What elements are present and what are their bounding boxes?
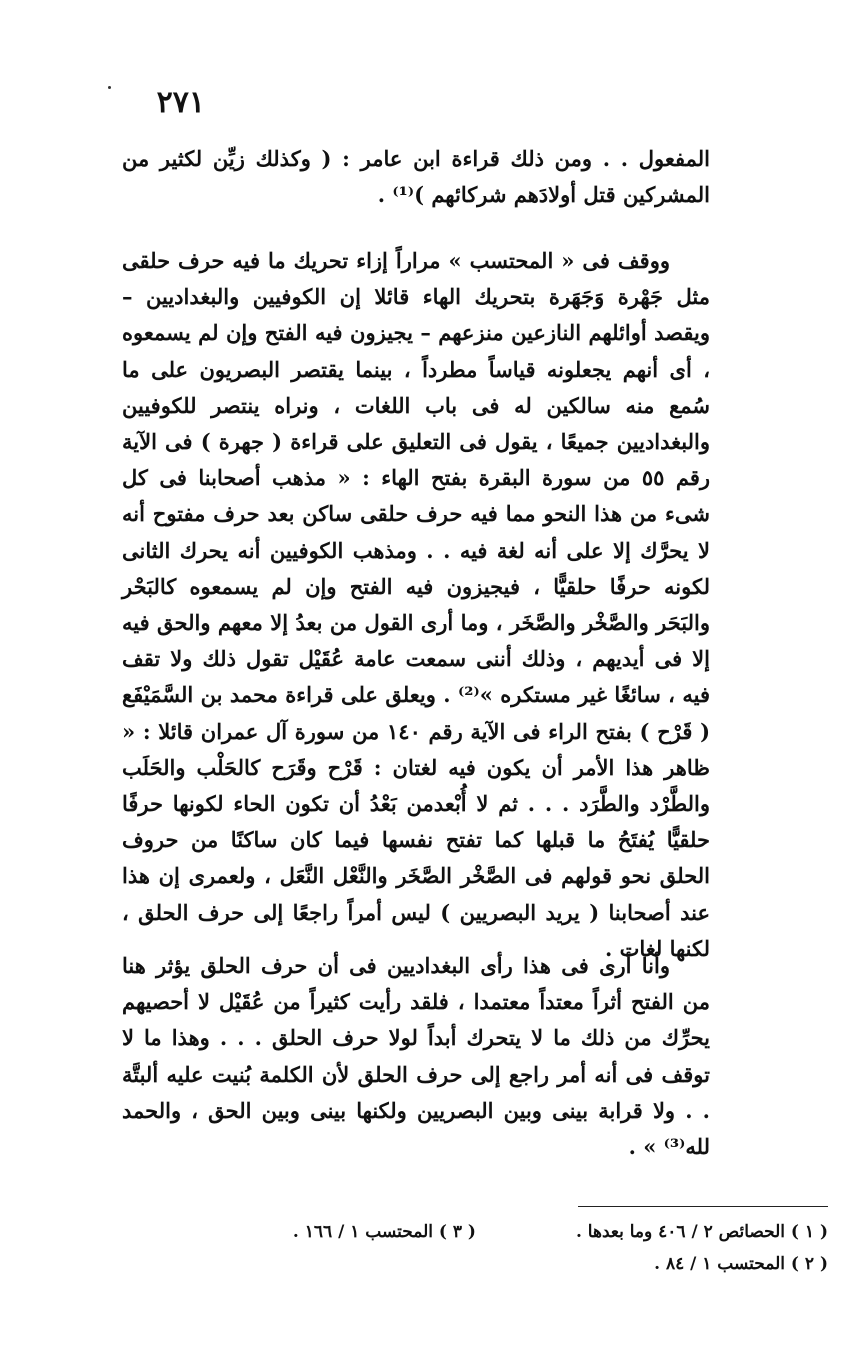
footnote-row-2 bbox=[122, 1248, 828, 1280]
stray-mark bbox=[108, 86, 111, 89]
paragraph-2-text: ووقف فى « المحتسب » مراراً إزاء تحريك ما فيه حرف حلقى مثل جَهْرة وَجَهَرة بتحريك الهاء قائلا إن الكوفيين والبغداديين – ويقصد أوائلهم النازعين منزعهم – يجيزون فيه الفتح وإن لم يسمعوه ، أى أنهم يجعلونه قياساً مطرداً ، بينما يقتصر البصريون على ما سُمع منه سالكين له فى باب اللغات ، ونراه ينتصر للكوفيين والبغداديين جميعًا ، يقول فى التعليق على قراءة ( جهرة ) فى الآية رقم ٥٥ من سورة البقرة بفتح الهاء : « مذهب أصحابنا فى كل شىء من هذا النحو مما فيه حرف حلقى ساكن بعد حرف مفتوح أنه لا يحرَّك إلا على أنه لغة فيه . . ومذهب الكوفيين أنه يحرك الثانى لكونه حرفًا حلقيًّا ، فيجيزون فيه الفتح وإن لم يسمعوه كالبَحْر والبَحَر والصَّخْر والصَّخَر ، وما أرى القول من بعدُ إلا معهم والحق فيه إلا فى أيديهم ، وذلك أننى سمعت عامة عُقَيْل تقول ذلك ولا تقف فيه ، سائغًا غير مستكره »⁽²⁾ . ويعلق على قراءة محمد بن السَّمَيْفَع ( قَرْح ) بفتح الراء فى الآية رقم ١٤٠ من سورة آل عمران قائلا : « ظاهر هذا الأمر أن يكون فيه لغتان : قَرْح وقَرَح كالحَلْب والحَلَب والطَّرْد والطَّرَد . . . ثم لا أُبْعدمن بَعْدُ أن تكون الحاء لكونها حرفًا حلقيًّا يُفتَحُ ما قبلها كما تفتح نفسها فيما كان ساكنًا من حروف الحلق نحو قولهم فى الصَّخْر الصَّخَر والنَّعْل النَّعَل ، ولعمرى إن هذا عند أصحابنا ( يريد البصريين ) ليس أمراً راجعًا إلى حرف الحلق ، لكنها لغات . bbox=[122, 248, 711, 961]
paragraph-3-text: وأنا أرى فى هذا رأى البغداديين فى أن حرف الحلق يؤثر هنا من الفتح أثراً معتداً معتمدا ، فلقد رأيت كثيراً من عُقَيْل لا أحصيهم يحرِّك من ذلك ما لا يتحرك أبداً لولا حرف الحلق . . . وهذا ما لا توقف فى أنه أمر راجع إلى حرف الحلق لأن الكلمة بُنيت عليه ألبتَّة . . ولا قرابة بينى وبين البصريين ولكنها بينى وبين الحق ، والحمد لله⁽³⁾ » . bbox=[122, 953, 710, 1160]
footnotes bbox=[122, 1216, 828, 1280]
page-number: ٢٧١ bbox=[156, 85, 205, 120]
footnote-1: ( ١ ) الحصائص ٢ / ٤٠٦ وما بعدها . bbox=[575, 1222, 828, 1242]
paragraph-1-text: المفعول . . ومن ذلك قراءة ابن عامر : ( وكذلك زيِّن لكثير من المشركين قتل أولادَهم شركائهم )⁽¹⁾ . bbox=[122, 146, 710, 208]
footnote-spacer bbox=[476, 1216, 576, 1248]
footnote-2: ( ٢ ) المحتسب ١ / ٨٤ . bbox=[654, 1254, 828, 1274]
footnote-row-1 bbox=[122, 1216, 828, 1248]
footnote-3: ( ٣ ) المحتسب ١ / ١٦٦ . bbox=[292, 1222, 476, 1242]
paragraph-1 bbox=[122, 141, 710, 213]
paragraph-2 bbox=[122, 243, 710, 967]
paragraph-3 bbox=[122, 948, 710, 1165]
footnote-divider bbox=[578, 1206, 828, 1207]
